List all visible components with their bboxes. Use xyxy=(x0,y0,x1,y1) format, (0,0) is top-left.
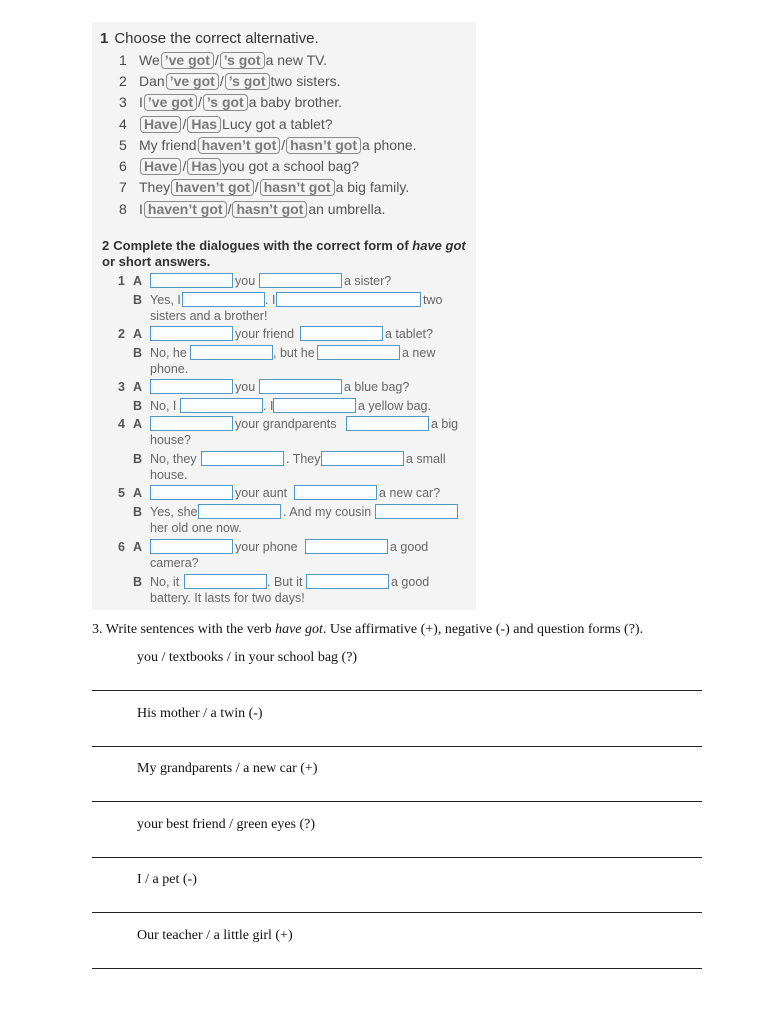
exercise-1-heading xyxy=(100,30,319,47)
dialogue-text: a yellow bag. xyxy=(358,399,431,413)
answer-line[interactable] xyxy=(92,912,702,913)
dialogue-text: her old one now. xyxy=(150,521,242,535)
option-one[interactable]: ’ve got xyxy=(144,94,197,111)
exercise-1-item: 1 We ’ve got / ’s got a new TV. xyxy=(119,52,328,68)
dialogue-text: No, it xyxy=(150,575,180,589)
answer-box[interactable] xyxy=(276,292,421,307)
option-one[interactable]: ’ve got xyxy=(166,73,219,90)
sentence-prompt: your best friend / green eyes (?) xyxy=(137,817,316,832)
exercise-2-heading: 2 Complete the dialogues with the correct form of have got or short answers. xyxy=(102,238,466,269)
speaker-b-label: B xyxy=(133,452,143,466)
option-one[interactable]: haven’t got xyxy=(171,179,254,196)
dialogue-text: , but he xyxy=(273,346,315,360)
option-one[interactable]: Have xyxy=(140,158,181,175)
option-two[interactable]: Has xyxy=(187,116,221,133)
dialogue-text: sisters and a brother! xyxy=(150,309,268,323)
dialogue-text: a tablet? xyxy=(385,327,433,341)
answer-box[interactable] xyxy=(180,398,263,413)
sentence-prompt: My grandparents / a new car (+) xyxy=(137,761,318,776)
dialogue-text: a big xyxy=(431,417,459,431)
dialogue-text: you xyxy=(235,380,256,394)
dialogue-text: a good xyxy=(391,575,430,589)
answer-box[interactable] xyxy=(150,379,233,394)
exercise-3-heading: 3. Write sentences with the verb have got. Use affirmative (+), negative (-) and question forms (?). xyxy=(92,622,644,637)
answer-box[interactable] xyxy=(321,451,404,466)
dialogue-text: battery. It lasts for two days! xyxy=(150,591,305,605)
option-one[interactable]: Have xyxy=(140,116,181,133)
option-one[interactable]: haven’t got xyxy=(198,137,281,154)
dialogue-text: . But it xyxy=(267,575,303,589)
dialogue-number: 3 xyxy=(118,380,125,394)
speaker-b-label: B xyxy=(133,575,143,589)
dialogue-text: a blue bag? xyxy=(344,380,410,394)
dialogue-number: 1 xyxy=(118,274,125,288)
dialogue-text: house. xyxy=(150,468,188,482)
exercise-1-item: 7 They haven’t got / hasn’t got a big family. xyxy=(119,179,410,195)
answer-box[interactable] xyxy=(150,416,233,431)
speaker-a-label: A xyxy=(133,417,143,431)
answer-box[interactable] xyxy=(150,326,233,341)
option-two[interactable]: hasn’t got xyxy=(232,201,307,218)
option-two[interactable]: hasn’t got xyxy=(286,137,361,154)
answer-box[interactable] xyxy=(190,345,273,360)
speaker-b-label: B xyxy=(133,293,143,307)
sentence-prompt: I / a pet (-) xyxy=(137,872,197,887)
answer-line[interactable] xyxy=(92,690,702,691)
exercise-1-item: 2 Dan ’ve got / ’s got two sisters. xyxy=(119,73,341,89)
answer-box[interactable] xyxy=(150,273,233,288)
dialogue-text: Yes, I xyxy=(150,293,181,307)
answer-box[interactable] xyxy=(305,539,388,554)
dialogue-number: 6 xyxy=(118,540,125,554)
dialogue-text: Yes, she xyxy=(150,505,198,519)
dialogue-text: your aunt xyxy=(235,486,288,500)
dialogue-text: phone. xyxy=(150,362,189,376)
sentence-prompt: His mother / a twin (-) xyxy=(137,706,263,721)
answer-box[interactable] xyxy=(182,292,265,307)
dialogue-text: No, they xyxy=(150,452,197,466)
exercise-1-item: 3 I ’ve got / ’s got a baby brother. xyxy=(119,94,343,110)
speaker-b-label: B xyxy=(133,399,143,413)
dialogue-text: . They xyxy=(286,452,321,466)
dialogue-number: 2 xyxy=(118,327,125,341)
answer-box[interactable] xyxy=(273,398,356,413)
dialogue-text: . I xyxy=(265,293,276,307)
exercise-1-item: 5 My friend haven’t got / hasn’t got a phone. xyxy=(119,137,417,153)
dialogue-text: a good xyxy=(390,540,429,554)
dialogue-text: your phone xyxy=(235,540,298,554)
answer-line[interactable] xyxy=(92,801,702,802)
speaker-a-label: A xyxy=(133,540,143,554)
dialogue-text: your grandparents xyxy=(235,417,337,431)
answer-box[interactable] xyxy=(150,539,233,554)
option-two[interactable]: ’s got xyxy=(225,73,270,90)
dialogue-text: camera? xyxy=(150,556,199,570)
answer-line[interactable] xyxy=(92,968,702,969)
speaker-a-label: A xyxy=(133,380,143,394)
sentence-prompt: you / textbooks / in your school bag (?) xyxy=(137,650,358,665)
answer-box[interactable] xyxy=(306,574,389,589)
option-two[interactable]: ’s got xyxy=(220,52,265,69)
answer-box[interactable] xyxy=(198,504,281,519)
exercise-1-item: 8 I haven’t got / hasn’t got an umbrella. xyxy=(119,201,386,217)
dialogue-text: house? xyxy=(150,433,192,447)
answer-box[interactable] xyxy=(150,485,233,500)
dialogue-text: your friend xyxy=(235,327,295,341)
dialogue-text: No, he xyxy=(150,346,187,360)
dialogue-text: a small xyxy=(406,452,446,466)
speaker-a-label: A xyxy=(133,274,143,288)
option-two[interactable]: hasn’t got xyxy=(260,179,335,196)
answer-box[interactable] xyxy=(317,345,400,360)
dialogue-text: two xyxy=(423,293,443,307)
answer-box[interactable] xyxy=(375,504,458,519)
option-two[interactable]: Has xyxy=(187,158,221,175)
speaker-b-label: B xyxy=(133,346,143,360)
answer-line[interactable] xyxy=(92,746,702,747)
answer-box[interactable] xyxy=(184,574,267,589)
exercise-2-number: 2 xyxy=(102,238,110,253)
dialogue-text: a new car? xyxy=(379,486,441,500)
sentence-prompt: Our teacher / a little girl (+) xyxy=(137,928,293,943)
dialogue-number: 5 xyxy=(118,486,125,500)
speaker-b-label: B xyxy=(133,505,143,519)
exercise-1-number: 1 xyxy=(100,30,109,47)
answer-box[interactable] xyxy=(201,451,284,466)
dialogue-text: a sister? xyxy=(344,274,392,288)
dialogue-number: 4 xyxy=(118,417,125,431)
exercise-1-item: 4 Have / Has Lucy got a tablet? xyxy=(119,116,333,132)
answer-line[interactable] xyxy=(92,857,702,858)
dialogue-text: . I xyxy=(263,399,274,413)
answer-box[interactable] xyxy=(300,326,383,341)
dialogue-text: a new xyxy=(402,346,436,360)
speaker-a-label: A xyxy=(133,486,143,500)
answer-box[interactable] xyxy=(294,485,377,500)
dialogue-text: No, I xyxy=(150,399,177,413)
exercise-1-title: Choose the correct alternative. xyxy=(114,30,319,47)
answer-box[interactable] xyxy=(346,416,429,431)
dialogue-text: you xyxy=(235,274,256,288)
speaker-a-label: A xyxy=(133,327,143,341)
exercise-1-item: 6 Have / Has you got a school bag? xyxy=(119,158,360,174)
answer-box[interactable] xyxy=(259,379,342,394)
dialogue-text: . And my cousin xyxy=(283,505,372,519)
option-one[interactable]: ’ve got xyxy=(161,52,214,69)
option-one[interactable]: haven’t got xyxy=(144,201,227,218)
answer-box[interactable] xyxy=(259,273,342,288)
option-two[interactable]: ’s got xyxy=(203,94,248,111)
